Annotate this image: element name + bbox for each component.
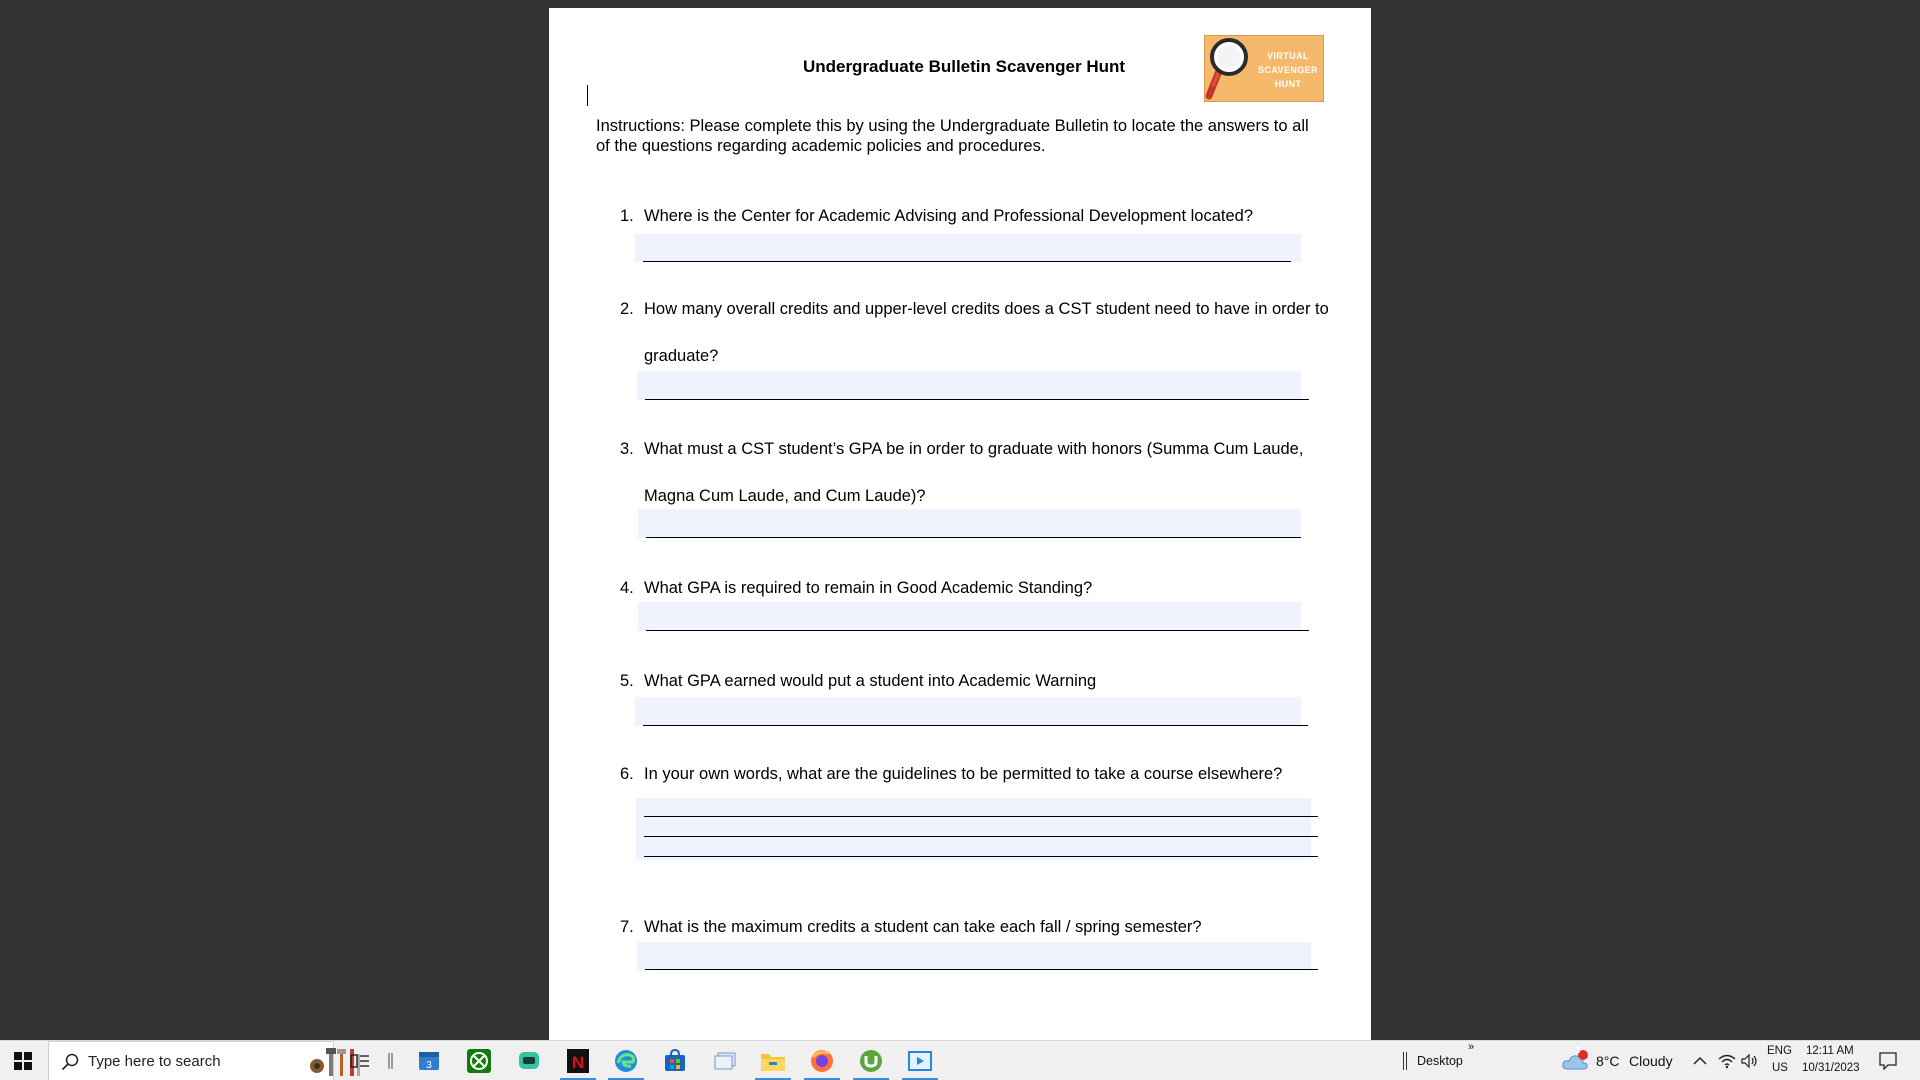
netflix-icon	[566, 1048, 590, 1074]
desktop-toolbar-divider	[1403, 1052, 1404, 1070]
answer-field-2[interactable]	[637, 371, 1301, 400]
show-hidden-icons-button[interactable]	[1690, 1041, 1710, 1080]
taskbar-app-netflix[interactable]	[556, 1041, 600, 1080]
answer-field-1[interactable]	[635, 234, 1301, 262]
clock-date[interactable]: 10/31/2023	[1802, 1062, 1860, 1074]
language-indicator-line-2[interactable]: US	[1772, 1062, 1788, 1074]
taskbar-app-calendar[interactable]	[407, 1041, 451, 1080]
chat-app-icon	[517, 1049, 541, 1073]
answer-line	[643, 725, 1308, 726]
weather-alert-badge: 1	[1575, 1045, 1581, 1055]
xbox-icon	[466, 1048, 492, 1074]
search-placeholder: Type here to search	[88, 1053, 221, 1070]
speaker-icon	[1741, 1053, 1759, 1069]
question-text: In your own words, what are the guidelines to be permitted to take a course elsewhere?	[644, 765, 1283, 783]
svg-text:N: N	[571, 1053, 585, 1072]
volume-button[interactable]	[1739, 1041, 1761, 1080]
folder-icon	[760, 1050, 786, 1072]
question-number: 3.	[620, 440, 634, 458]
taskbar-app-utorrent[interactable]	[849, 1041, 893, 1080]
answer-field-3[interactable]	[638, 509, 1301, 538]
logo-line-2: SCAVENGER	[1258, 65, 1318, 75]
taskbar-app-store[interactable]	[653, 1041, 697, 1080]
action-center-button[interactable]	[1872, 1041, 1904, 1080]
weather-temperature[interactable]: 8°C	[1596, 1053, 1620, 1069]
taskbar-app-firefox[interactable]	[800, 1041, 844, 1080]
weather-description[interactable]: Cloudy	[1629, 1053, 1673, 1069]
taskbar	[0, 1040, 1920, 1080]
answer-field-5[interactable]	[635, 697, 1301, 726]
answer-line	[645, 399, 1309, 400]
search-icon	[61, 1053, 79, 1071]
taskbar-app-chat[interactable]	[507, 1041, 551, 1080]
document-page[interactable]	[549, 8, 1371, 1040]
notification-icon	[1879, 1052, 1897, 1070]
language-indicator-line-1[interactable]: ENG	[1767, 1045, 1792, 1057]
taskbar-app-media-player[interactable]	[898, 1041, 942, 1080]
task-view-button[interactable]	[340, 1041, 380, 1080]
calendar-app-icon	[417, 1049, 441, 1073]
text-cursor	[587, 85, 588, 106]
clock-time[interactable]: 12:11 AM	[1806, 1045, 1854, 1057]
svg-text:3: 3	[426, 1060, 432, 1071]
question-text: What must a CST student’s GPA be in order to graduate with honors (Summa Cum Laude, Magna Cum Laude, and Cum Laude)?	[644, 440, 1304, 505]
question-number: 6.	[620, 765, 634, 783]
answer-line	[644, 836, 1318, 837]
question-number: 7.	[620, 918, 634, 936]
instructions-paragraph: Instructions: Please complete this by using the Undergraduate Bulletin to locate the answers to all of the questions regarding academic policies and procedures.	[596, 117, 1309, 155]
taskbar-separator	[383, 1041, 399, 1080]
taskbar-app-edge[interactable]	[604, 1041, 648, 1080]
taskbar-app-windows[interactable]	[703, 1041, 747, 1080]
question-text: What GPA is required to remain in Good Academic Standing?	[644, 579, 1093, 597]
logo-line-1: VIRTUAL	[1267, 51, 1309, 61]
start-button[interactable]	[0, 1041, 46, 1080]
answer-line	[646, 630, 1309, 631]
question-text: What GPA earned would put a student into Academic Warning	[644, 672, 1097, 690]
question-number: 2.	[620, 300, 634, 318]
question-text: Where is the Center for Academic Advising and Professional Development located?	[644, 207, 1253, 225]
toolbar-overflow-chevron-icon[interactable]: »	[1468, 1041, 1475, 1053]
question-number: 4.	[620, 579, 634, 597]
logo-line-3: HUNT	[1274, 79, 1302, 89]
window-stack-icon	[713, 1050, 737, 1072]
answer-line	[646, 537, 1301, 538]
question-number: 5.	[620, 672, 634, 690]
question-text: What is the maximum credits a student can take each fall / spring semester?	[644, 918, 1202, 936]
answer-line	[643, 261, 1291, 262]
answer-field-7[interactable]	[637, 942, 1311, 970]
logo-text	[1251, 49, 1325, 91]
windows-logo-icon	[14, 1052, 32, 1070]
question-text: How many overall credits and upper-level credits does a CST student need to have in order to graduate?	[644, 300, 1329, 365]
task-view-icon	[350, 1052, 370, 1070]
edge-browser-icon	[613, 1048, 639, 1074]
media-player-icon	[907, 1049, 933, 1073]
desktop-toolbar-label[interactable]: Desktop	[1417, 1054, 1463, 1068]
answer-line	[645, 969, 1318, 970]
answer-line	[644, 856, 1318, 857]
utorrent-icon	[858, 1048, 884, 1074]
taskbar-search-box[interactable]	[48, 1041, 334, 1080]
answer-field-4[interactable]	[638, 602, 1301, 631]
wifi-icon	[1718, 1053, 1736, 1069]
document-title: Undergraduate Bulletin Scavenger Hunt	[802, 57, 1126, 76]
chevron-up-icon	[1693, 1056, 1707, 1066]
answer-field-6[interactable]	[636, 798, 1311, 860]
firefox-icon	[809, 1048, 835, 1074]
microsoft-store-icon	[663, 1049, 687, 1073]
taskbar-app-xbox[interactable]	[457, 1041, 501, 1080]
network-status-button[interactable]	[1716, 1041, 1738, 1080]
question-number: 1.	[620, 207, 634, 225]
answer-line	[644, 816, 1318, 817]
separator-icon	[388, 1052, 394, 1070]
desktop-toolbar-divider	[1406, 1052, 1407, 1070]
scavenger-hunt-logo	[1204, 35, 1324, 102]
taskbar-app-file-explorer[interactable]	[751, 1041, 795, 1080]
